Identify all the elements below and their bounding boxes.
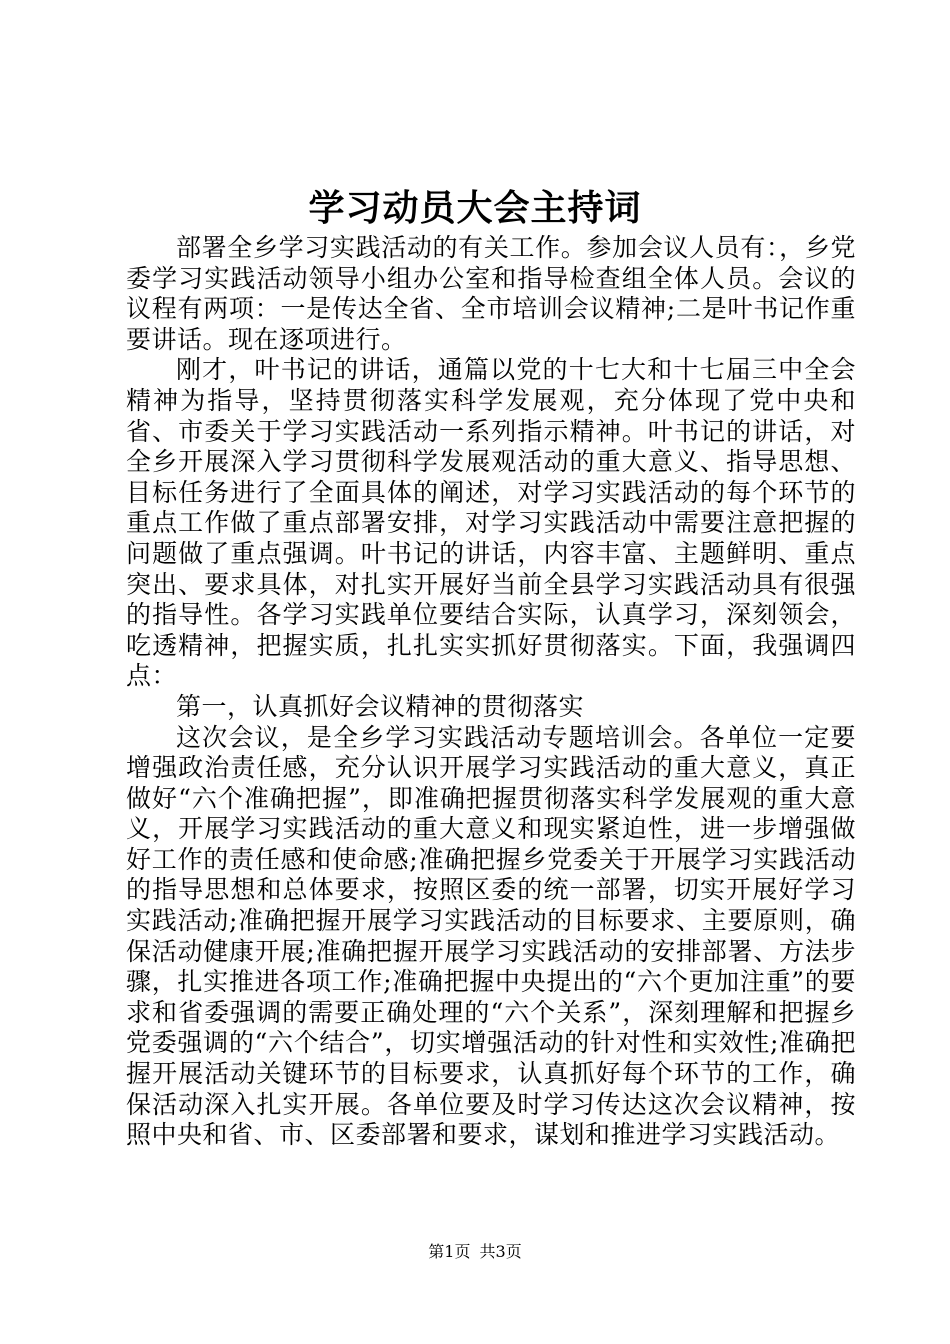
paragraph-first-point: 这次会议，是全乡学习实践活动专题培训会。各单位一定要增强政治责任感，充分认识开展学习实践活动的重大意义，真正做好“六个准确把握”，即准确把握贯彻落实科学发展观的重大意义，开展学习实践活动的重大意义和现实紧迫性，进一步增强做好工作的责任感和使命感;准确把握乡党委关于开展学习实践活动的指导思想和总体要求，按照区委的统一部署，切实开展好学习实践活动;准确把握开展学习实践活动的目标要求、主要原则，确保活动健康开展;准确把握开展学习实践活动的安排部署、方法步骤，扎实推进各项工作;准确把握中央提出的“六个更加注重”的要求和省委强调的需要正确处理的“六个关系”，深刻理解和把握乡党委强调的“六个结合”，切实增强活动的针对性和实效性;准确把握开展活动关键环节的目标要求，认真抓好每个环节的工作，确保活动深入扎实开展。各单位要及时学习传达这次会议精神，按照中央和省、市、区委部署和要求，谋划和推进学习实践活动。: [126, 722, 856, 1150]
page-number: 第1页: [428, 1242, 471, 1261]
document-body: [126, 233, 856, 1151]
section-heading-first: 第一，认真抓好会议精神的贯彻落实: [176, 691, 585, 721]
paragraph-summary: 刚才，叶书记的讲话，通篇以党的十七大和十七届三中全会精神为指导，坚持贯彻落实科学发展观，充分体现了党中央和省、市委关于学习实践活动一系列指示精神。叶书记的讲话，对全乡开展深入学习贯彻科学发展观活动的重大意义、指导思想、目标任务进行了全面具体的阐述，对学习实践活动的每个环节的重点工作做了重点部署安排，对学习实践活动中需要注意把握的问题做了重点强调。叶书记的讲话，内容丰富、主题鲜明、重点突出、要求具体，对扎实开展好当前全县学习实践活动具有很强的指导性。各学习实践单位要结合实际，认真学习，深刻领会，吃透精神，把握实质，扎扎实实抓好贯彻落实。下面，我强调四点：: [126, 355, 856, 691]
paragraph-intro: 部署全乡学习实践活动的有关工作。参加会议人员有：，乡党委学习实践活动领导小组办公室和指导检查组全体人员。会议的议程有两项：一是传达全省、全市培训会议精神;二是叶书记作重要讲话。现在逐项进行。: [126, 233, 856, 354]
page-total: 共3页: [479, 1242, 522, 1261]
document-title: 学习动员大会主持词: [308, 187, 642, 229]
page-footer: [0, 1240, 950, 1264]
